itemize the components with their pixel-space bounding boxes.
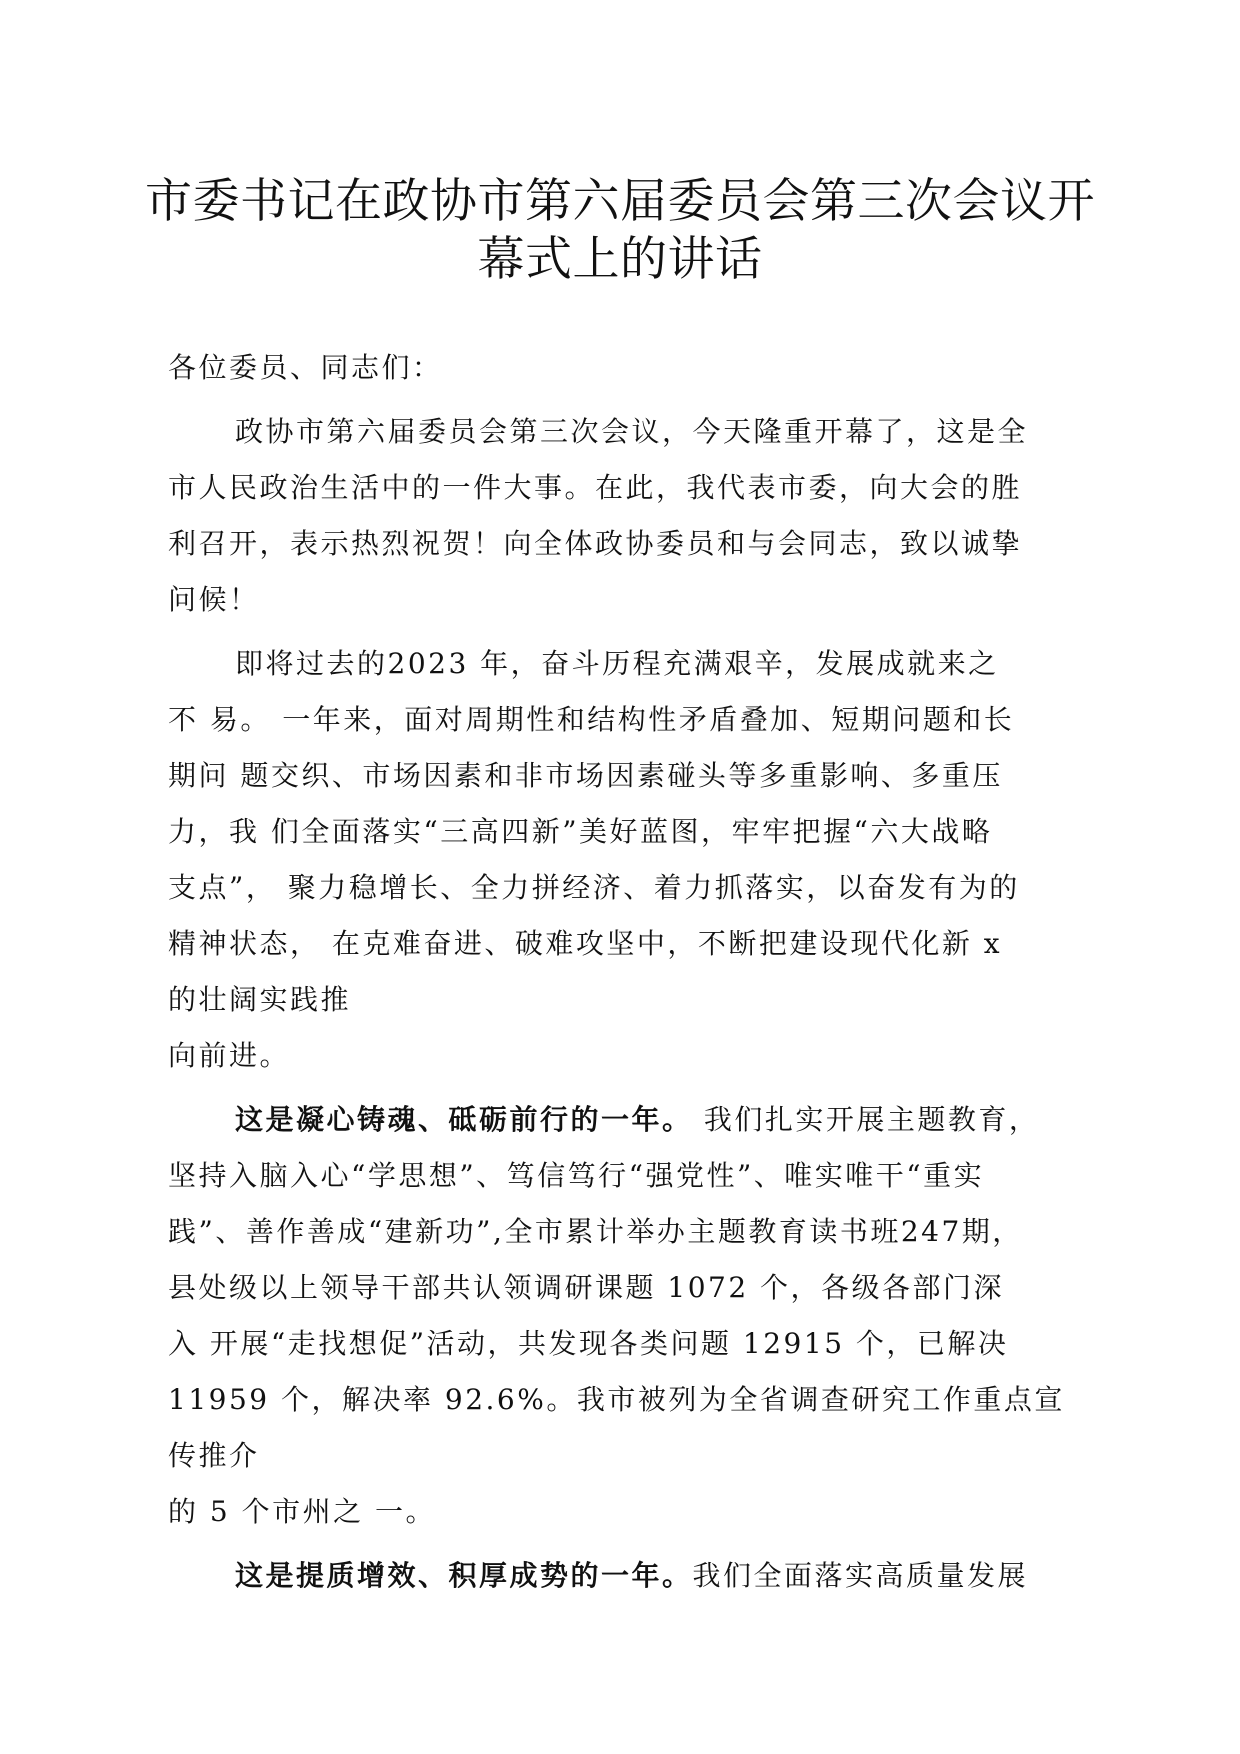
paragraph-theme-education: [168, 1092, 1088, 1540]
salutation: [168, 340, 1088, 396]
paragraph-line: 入 开展“走找想促”活动，共发现各类问题 12915 个，已解决: [168, 1327, 1009, 1360]
paragraph-lead: 这是提质增效、积厚成势的一年。: [235, 1559, 693, 1592]
paragraph-line: 传推介: [168, 1439, 260, 1472]
title-line-1: 市委书记在政协市第六届委员会第三次会议开: [145, 174, 1095, 229]
paragraph-line: 政协市第六届委员会第三次会议，今天隆重开幕了，这是全: [235, 415, 1029, 448]
paragraph-line: 问候！: [168, 583, 260, 616]
paragraph-line: [168, 1548, 1088, 1604]
paragraph-line: 的 5 个市州之 一。: [168, 1495, 437, 1528]
document-body: [168, 340, 1088, 1612]
title-line-2: 幕式上的讲话: [477, 232, 763, 287]
document-title: [130, 173, 1110, 289]
paragraph-line: 市人民政治生活中的一件大事。在此，我代表市委，向大会的胜: [168, 471, 1023, 504]
paragraph-quality-development: [168, 1548, 1088, 1604]
paragraph-line: 不 易。 一年来，面对周期性和结构性矛盾叠加、短期问题和长: [168, 703, 1015, 736]
paragraph-line: 期问 题交织、市场因素和非市场因素碰头等多重影响、多重压: [168, 759, 1003, 792]
paragraph-line: 力，我 们全面落实“三高四新”美好蓝图，牢牢把握“六大战略: [168, 815, 993, 848]
paragraph-line: [168, 1092, 1088, 1148]
salutation-text: 各位委员、同志们：: [168, 351, 443, 384]
paragraph-line-rest: 我们全面落实高质量发展: [692, 1559, 1029, 1592]
paragraph-lead: 这是凝心铸魂、砥砺前行的一年。: [235, 1103, 693, 1136]
paragraph-year-review: [168, 636, 1088, 1084]
paragraph-line: 即将过去的2023 年，奋斗历程充满艰辛，发展成就来之: [235, 647, 999, 680]
paragraph-line: 的壮阔实践推: [168, 983, 352, 1016]
paragraph-line: 践”、善作善成“建新功”,全市累计举办主题教育读书班247期，: [168, 1215, 1023, 1248]
paragraph-line: 11959 个，解决率 92.6%。我市被列为全省调查研究工作重点宣: [168, 1383, 1065, 1416]
paragraph-line-rest: 我们扎实开展主题教育，: [692, 1103, 1040, 1136]
paragraph-line: 县处级以上领导干部共认领调研课题 1072 个，各级各部门深: [168, 1271, 1005, 1304]
paragraph-line: 坚持入脑入心“学思想”、笃信笃行“强党性”、唯实唯干“重实: [168, 1159, 985, 1192]
paragraph-line: 精神状态， 在克难奋进、破难攻坚中，不断把建设现代化新 x: [168, 927, 1003, 960]
paragraph-line: 利召开，表示热烈祝贺！向全体政协委员和与会同志，致以诚挚: [168, 527, 1023, 560]
paragraph-line: 支点”， 聚力稳增长、全力拼经济、着力抓落实，以奋发有为的: [168, 871, 1020, 904]
paragraph-line: 向前进。: [168, 1039, 291, 1072]
paragraph-opening: [168, 404, 1088, 628]
